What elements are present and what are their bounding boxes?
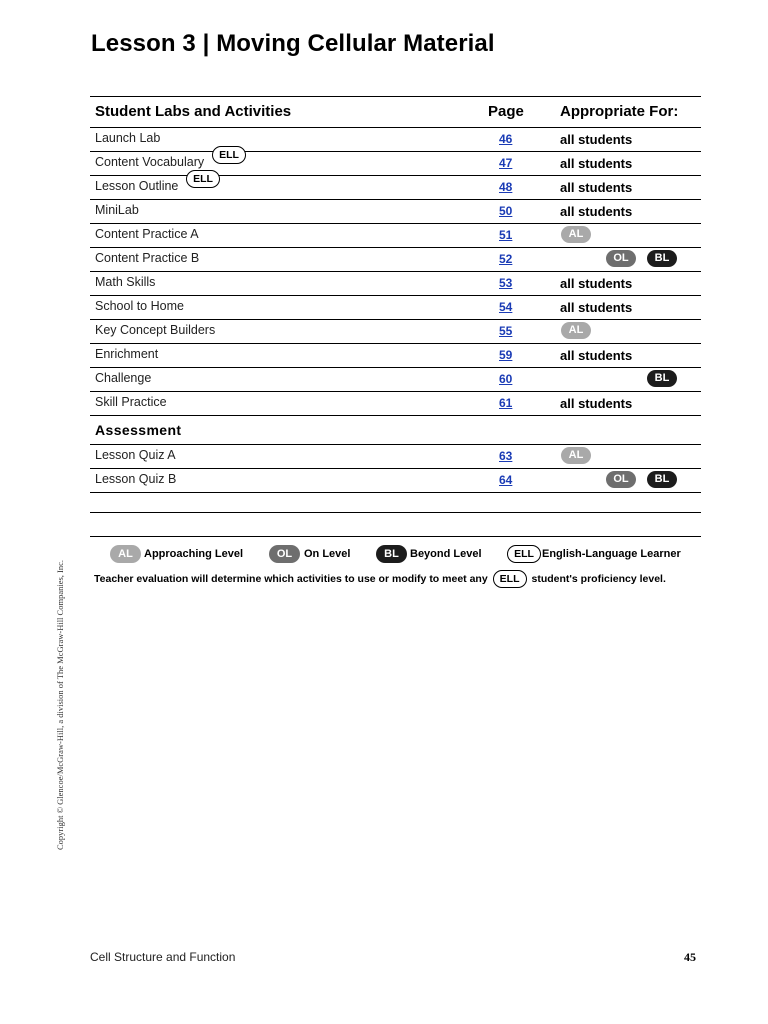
bl-legend-badge: BL [376,545,407,563]
legend [90,544,701,566]
bl-badge: BL [647,370,677,387]
appropriate-for: all students [560,180,633,195]
assessment-heading: Assessment [95,422,182,438]
bl-legend-text: Beyond Level [410,548,482,560]
table-row [90,248,701,272]
al-legend-badge: AL [110,545,141,563]
activity-name: Key Concept Builders [95,323,216,337]
ol-badge: OL [606,250,636,267]
activity-rows [90,128,701,416]
page-link[interactable]: 48 [499,180,513,194]
page-link[interactable]: 60 [499,372,513,386]
activity-name: Math Skills [95,275,156,289]
table-row [90,200,701,224]
page-link[interactable]: 50 [499,204,513,218]
table-row [90,344,701,368]
page-link[interactable]: 55 [499,324,513,338]
page-link[interactable]: 53 [499,276,513,290]
table-row [90,128,701,152]
header-appropriate: Appropriate For: [560,103,679,120]
table-row [90,173,701,200]
assessment-rows [90,445,701,493]
appropriate-for: all students [560,132,633,147]
appropriate-for: all students [560,276,633,291]
activities-table [90,96,701,493]
ol-badge: OL [606,471,636,488]
page-link[interactable]: 46 [499,132,513,146]
page-link[interactable]: 47 [499,156,513,170]
ell-legend-badge: ELL [507,545,541,563]
page-link[interactable]: 59 [499,348,513,362]
activity-name: Enrichment [95,347,159,361]
note-text-before: Teacher evaluation will determine which activities to use or modify to meet any [94,572,488,585]
ol-legend-badge: OL [269,545,300,563]
activity-name: MiniLab [95,203,139,217]
page-link[interactable]: 64 [499,473,513,487]
appropriate-for: all students [560,156,633,171]
bl-badge: BL [647,250,677,267]
activity-name: Content Practice B [95,251,200,265]
page-link[interactable]: 52 [499,252,513,266]
activity-name: Lesson Quiz B [95,472,177,486]
assessment-section [90,416,701,445]
footer-chapter: Cell Structure and Function [90,950,236,964]
page-link[interactable]: 61 [499,396,513,410]
appropriate-for: all students [560,348,633,363]
footer-page-number: 45 [684,950,696,964]
teacher-note [94,570,666,588]
header-page: Page [488,103,524,120]
header-activity: Student Labs and Activities [95,103,292,120]
ell-legend-text: English-Language Learner [542,548,681,560]
activity-name: Lesson Outline [95,179,179,193]
page-link[interactable]: 54 [499,300,513,314]
activity-name: Skill Practice [95,395,167,409]
table-row [90,320,701,344]
table-row [90,149,701,176]
bl-badge: BL [647,471,677,488]
al-badge: AL [561,447,591,464]
divider [90,512,701,513]
page-link[interactable]: 51 [499,228,513,242]
activity-name: Challenge [95,371,152,385]
ol-legend-text: On Level [304,548,351,560]
note-ell-badge: ELL [493,570,527,588]
activity-name: Launch Lab [95,131,161,145]
table-row [90,469,701,493]
appropriate-for: all students [560,300,633,315]
ell-badge: ELL [212,146,246,164]
al-legend-text: Approaching Level [144,548,244,560]
table-row [90,224,701,248]
activity-name: Content Vocabulary [95,155,205,169]
page-link[interactable]: 63 [499,449,513,463]
divider [90,536,701,537]
table-row [90,272,701,296]
table-row [90,296,701,320]
activity-name: School to Home [95,299,184,313]
note-text-after: student's proficiency level. [531,572,666,585]
activity-name: Lesson Quiz A [95,448,176,462]
copyright-notice: Copyright © Glencoe/McGraw-Hill, a division of The McGraw-Hill Companies, Inc. [55,559,65,851]
table-row [90,368,701,392]
table-header [90,96,701,128]
table-row [90,392,701,416]
al-badge: AL [561,226,591,243]
ell-badge: ELL [186,170,220,188]
appropriate-for: all students [560,204,633,219]
page-title: Lesson 3 | Moving Cellular Material [91,30,495,57]
activity-name: Content Practice A [95,227,199,241]
al-badge: AL [561,322,591,339]
table-row [90,445,701,469]
appropriate-for: all students [560,396,633,411]
